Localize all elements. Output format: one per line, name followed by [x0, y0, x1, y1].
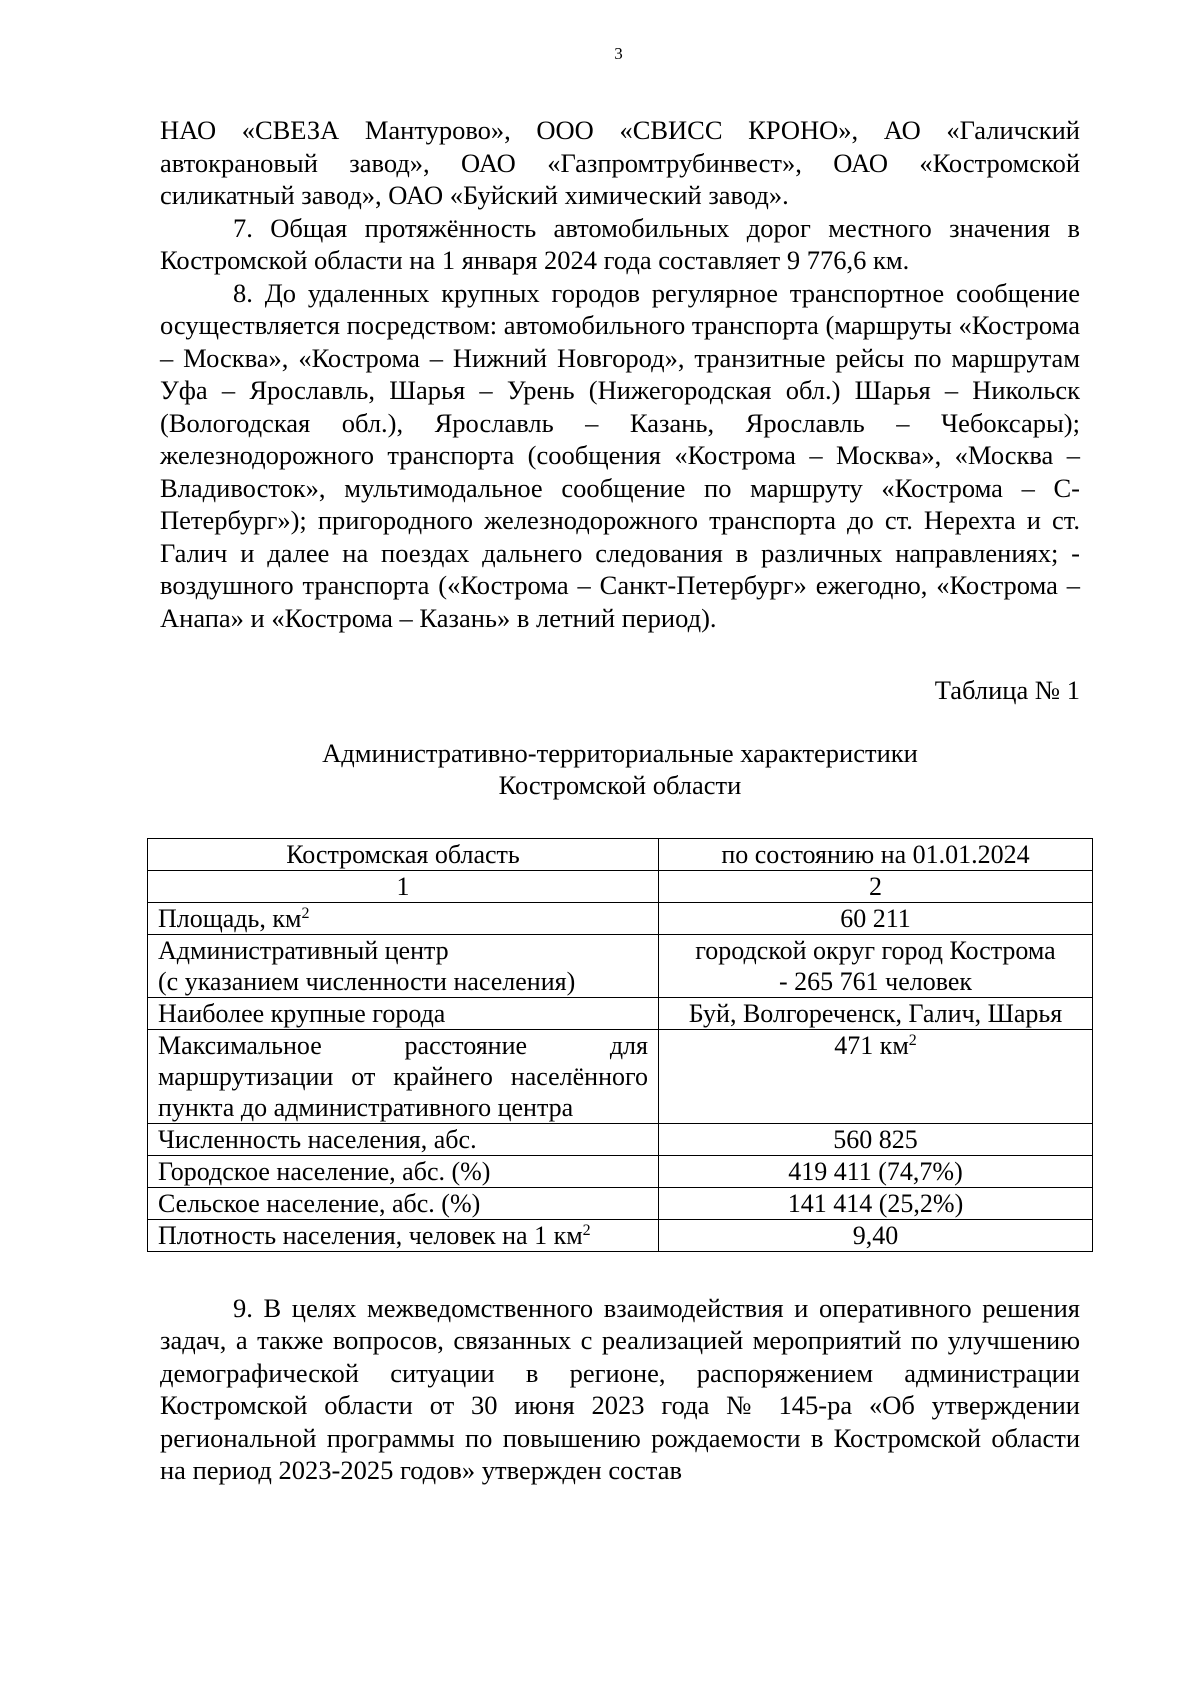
- row-label-density: Плотность населения, человек на 1 $км^2$: [148, 1219, 659, 1251]
- table-row: [148, 1123, 1093, 1155]
- row-label-max-distance: Максимальное расстояние для маршрутизации от крайнего населённого пункта до административного центра: [148, 1029, 659, 1123]
- row-label-area: Площадь, $км^2$: [148, 902, 659, 934]
- numbering-cell-1: 1: [148, 870, 659, 902]
- table-title-line-1: Административно-территориальные характеристики: [322, 737, 918, 768]
- row-value-population: 560 825: [659, 1123, 1093, 1155]
- row-label-urban: Городское население, абс. (%): [148, 1155, 659, 1187]
- header-cell-region: Костромская область: [148, 838, 659, 870]
- table-row: [148, 1155, 1093, 1187]
- paragraph-9: 9. В целях межведомственного взаимодействия и оперативного решения задач, а также вопросов, связанных с реализацией мероприятий по улучшению демографической ситуации в регионе, распоряжением администрации Костромской области от 30 июня 2023 года № 145-ра «Об утверждении региональной программы по повышению рождаемости в Костромской области на период 2023-2025 годов» утвержден состав: [160, 1292, 1080, 1485]
- paragraph-7: 7. Общая протяжённость автомобильных дорог местного значения в Костромской области на 1 января 2024 года составляет 9 776,6 км.: [160, 212, 1080, 275]
- table-row: [148, 1187, 1093, 1219]
- row-value-density: 9,40: [659, 1219, 1093, 1251]
- table-title: [160, 737, 1080, 802]
- table-title-line-2: Костромской области: [498, 770, 742, 800]
- numbering-cell-2: 2: [659, 870, 1093, 902]
- characteristics-table: [147, 838, 1093, 1252]
- row-label-admin-center: Административный центр (с указанием численности населения): [148, 934, 659, 997]
- superscript: 2: [301, 904, 310, 922]
- table-row: [148, 997, 1093, 1029]
- table-row: [148, 1219, 1093, 1251]
- row-label-rural: Сельское население, абс. (%): [148, 1187, 659, 1219]
- row-value-rural: 141 414 (25,2%): [659, 1187, 1093, 1219]
- row-value-largest-cities: Буй, Волгореченск, Галич, Шарья: [659, 997, 1093, 1029]
- document-body: [160, 114, 1080, 1487]
- page-number: 3: [614, 44, 623, 63]
- row-value-max-distance: 471 $км^2$: [659, 1029, 1093, 1123]
- row-value-urban: 419 411 (74,7%): [659, 1155, 1093, 1187]
- table-label: Таблица № 1: [934, 675, 1080, 705]
- row-value-admin-center: городской округ город Кострома - 265 761 человек: [659, 934, 1093, 997]
- paragraph-intro: НАО «СВЕЗА Мантурово», ООО «СВИСС КРОНО», АО «Галичский автокрановый завод», ОАО «Газпромтрубинвест», ОАО «Костромской силикатный завод», ОАО «Буйский химический завод».: [160, 115, 1080, 210]
- row-label-largest-cities: Наиболее крупные города: [148, 997, 659, 1029]
- table-row: [148, 1029, 1093, 1123]
- table-row: [148, 934, 1093, 997]
- table-header-row: [148, 838, 1093, 870]
- table-row: [148, 902, 1093, 934]
- row-value-area: 60 211: [659, 902, 1093, 934]
- superscript: 2: [908, 1031, 917, 1049]
- header-cell-date: по состоянию на 01.01.2024: [659, 838, 1093, 870]
- row-label-population: Численность населения, абс.: [148, 1123, 659, 1155]
- superscript: 2: [582, 1221, 591, 1239]
- table-numbering-row: [148, 870, 1093, 902]
- paragraph-8: 8. До удаленных крупных городов регулярное транспортное сообщение осуществляется посредством: автомобильного транспорта (маршруты «Кострома – Москва», «Кострома – Нижний Новгород», транзитные рейсы по маршрутам Уфа – Ярославль, Шарья – Урень (Нижегородская обл.) Шарья – Никольск (Вологодская обл.), Ярославль – Казань, Ярославль – Чебоксары); железнодорожного транспорта (сообщения «Кострома – Москва», «Москва – Владивосток», мультимодальное сообщение по маршруту «Кострома – С-Петербург»); пригородного железнодорожного транспорта до ст. Нерехта и ст. Галич и далее на поездах дальнего следования в различных направлениях; - воздушного транспорта («Кострома – Санкт-Петербург» ежегодно, «Кострома – Анапа» и «Кострома – Казань» в летний период).: [160, 277, 1080, 633]
